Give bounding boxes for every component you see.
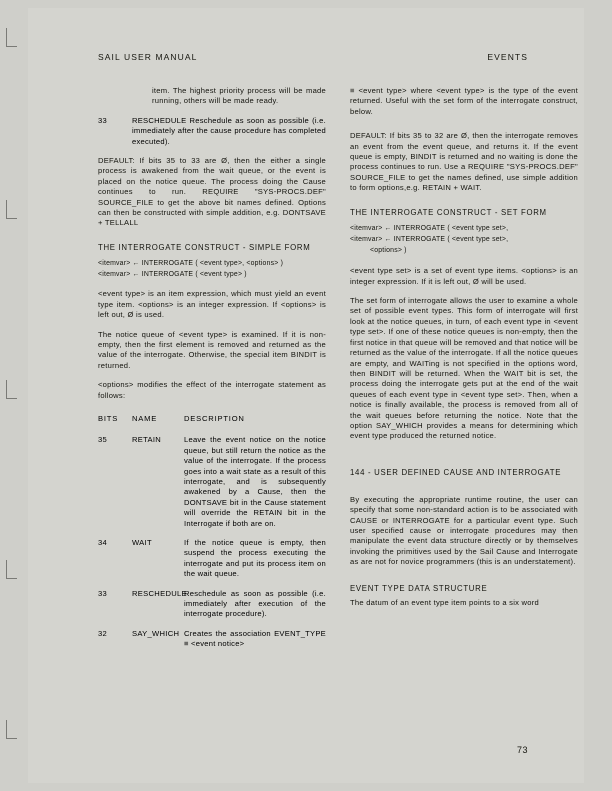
row-name: RESCHEDULE [132,588,187,598]
header-right: EVENTS [487,52,528,62]
page-header [98,52,528,62]
setform-paragraph: The set form of interrogate allows the user to examine a whole set of possible event types. This form of interrogate will first look at the notice queues, in turn, of each event type in <event type set>. If one of these notice queues is non-empty, then the first notice in that queue will be removed and that notice will be returned as the value of the interrogate. If all the notice queues are empty, and WAITing is not specified in the options word, then BINDIT will be returned. When the WAIT bit is set, the process doing the interrogate gets put at the end of the wait queues of each event type in <event type set>. Then, when a notice is finally available, the process is removed from all of the wait queues before returning the notice. Note that the option SAY_WHICH provides a means for determining which event type produced the returned notice. [350,296,578,441]
default-paragraph-right: DEFAULT: If bits 35 to 32 are Ø, then the interrogate removes an event from the event queue, and returns it. If the event queue is empty, BINDIT is returned and no waiting is done the process continues to run. Use a REQUIRE "SYS-PROCS.DEF" SOURCE_FILE to get the names defined, use simple addition to form options,e.g. RETAIN + WAIT. [350,131,578,193]
margin-mark [6,200,17,219]
table-row [98,629,326,650]
syntax-line-5: <options> ) [370,247,407,255]
margin-mark [6,720,17,739]
col-header-desc: DESCRIPTION [184,413,245,423]
row-desc: If the notice queue is empty, then suspend the process executing the interrogate and put its process item on the wait queue. [184,538,326,579]
reschedule-text: RESCHEDULE Reschedule as soon as possible (i.e. immediately after the cause procedure has completed executed). [132,115,326,146]
row-name: WAIT [132,538,152,547]
syntax-line-3: <itemvar> ← INTERROGATE ( <event type set>, [350,224,509,232]
reschedule-entry [98,116,326,147]
margin-mark [6,28,17,47]
col-header-name: NAME [132,413,158,423]
section-interrogate-simple: THE INTERROGATE CONSTRUCT - SIMPLE FORM [98,242,311,252]
syntax-line-2: <itemvar> ← INTERROGATE ( <event type> ) [98,271,247,279]
row-name: SAY_WHICH [132,628,180,638]
row-bit: 32 [98,628,108,638]
eventtype-paragraph: <event type> is an item expression, which must yield an event type item. <options> is an integer expression. If <options> is left out, Ø is used. [98,289,326,320]
row-desc: Creates the association EVENT_TYPE ≡ <event notice> [184,628,326,649]
reschedule-bit: 33 [98,115,108,125]
text-columns [98,86,578,736]
page-number: 73 [516,745,528,755]
table-row [98,538,326,580]
para-datum: The datum of an event type item points to a six word [350,597,540,607]
options-paragraph: <options> modifies the effect of the interrogate statement as follows: [98,380,326,400]
notice-paragraph: The notice queue of <event type> is examined. If it is non-empty, then the first element is removed and returned as the value of the interrogate. Otherwise, the special item BINDIT is returned. [98,329,326,370]
col-header-bits: BITS [98,413,119,423]
intro-block [152,86,326,107]
row-bit: 35 [98,435,108,445]
header-left: SAIL USER MANUAL [98,52,198,62]
syntax-line-4: <itemvar> ← INTERROGATE ( <event type set>, [350,235,509,243]
table-header-row [98,414,326,424]
section-144: 144 - USER DEFINED CAUSE AND INTERROGATE [350,467,562,477]
row-desc: Leave the event notice on the notice queue, but still return the notice as the value of the interrogate. If the process goes into a wait state as a result of this interrogate, and is subsequently awakened by a Cause, then the DONTSAVE bit in the Cause statement will override the RETAIN bit in the Interrogate if both are on. [184,435,326,528]
para-144: By executing the appropriate runtime routine, the user can specify that some non-standard action is to be associated with CAUSE or INTERROGATE for a particular event type. Such user specified cause or interrogate procedures may then manipulate the event data structure directly or by themselves invoking the primitives used by the Sail Cause and Interrogate as are not for novice programmers (this is an understatement). [350,494,578,567]
intro-paragraph: item. The highest priority process will be made running, others will be made ready. [152,86,326,106]
paper-sheet [28,8,584,783]
table-row [98,589,326,620]
section-event-type-data-structure: EVENT TYPE DATA STRUCTURE [350,583,488,593]
table-row [98,435,326,529]
margin-mark [6,560,17,579]
left-column [98,86,326,659]
right-column [350,86,578,617]
continuation-paragraph: ≡ <event type> where <event type> is the type of the event returned. Useful with the set form of the interrogate construct, below. [350,86,578,116]
syntax-line-1: <itemvar> ← INTERROGATE ( <event type>, <options> ) [98,259,284,267]
row-desc: Reschedule as soon as possible (i.e. immediately after execution of the interrogate procedure). [184,588,326,619]
row-bit: 33 [98,588,108,598]
default-paragraph: DEFAULT: If bits 35 to 33 are Ø, then the either a single process is awakened from the wait queue, or the event is placed on the notice queue. The process doing the Cause continues to run. REQUIRE "SYS-PROCS.DEF" SOURCE_FILE to get the above bit names defined. Options can then be constructed with simple addition, e.g. DONTSAVE + TELLALL [98,156,326,228]
section-interrogate-set: THE INTERROGATE CONSTRUCT - SET FORM [350,207,547,217]
row-name: RETAIN [132,435,162,445]
set-paragraph: <event type set> is a set of event type items. <options> is an integer expression. If it is left out, Ø will be used. [350,266,578,286]
margin-mark [6,380,17,399]
row-bit: 34 [98,538,108,547]
